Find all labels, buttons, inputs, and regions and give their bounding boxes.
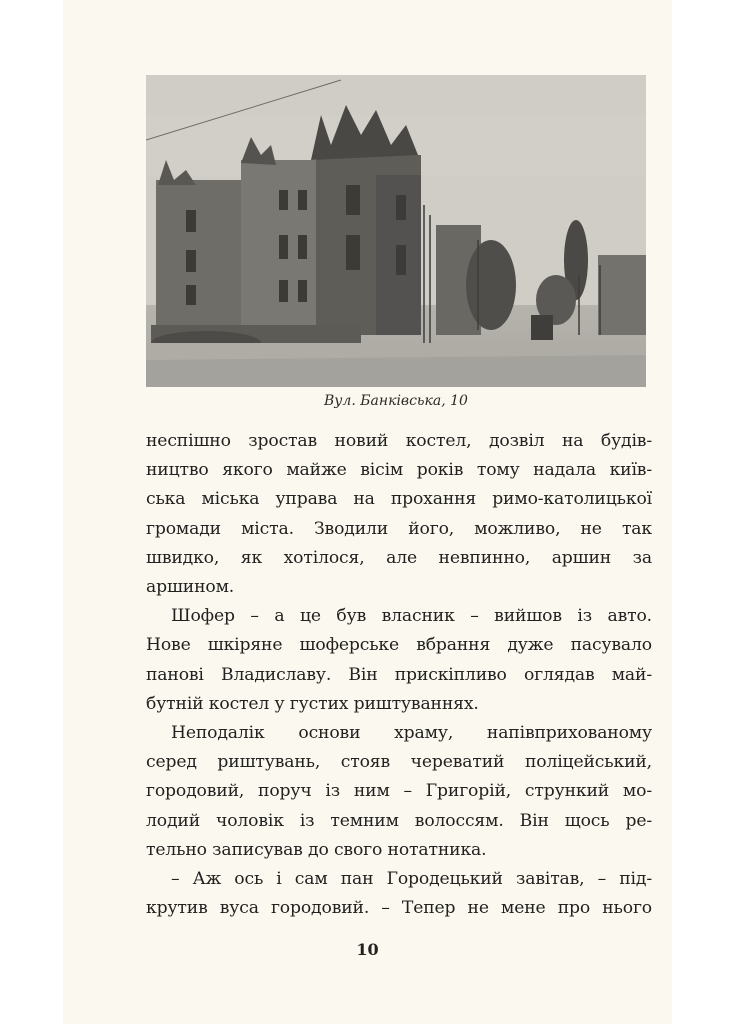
- text-line: панові Владиславу. Він прискіпливо оглядав май-: [146, 664, 652, 685]
- text-line: серед риштувань, стояв череватий поліцейський,: [146, 752, 652, 773]
- body-text: [146, 427, 652, 923]
- text-line: лодий чоловік із темним волоссям. Він щось ре-: [146, 810, 652, 831]
- text-line: бутній костел у густих риштуваннях.: [146, 693, 479, 714]
- historic-building-photo: [146, 75, 646, 387]
- page-number: 10: [356, 940, 379, 959]
- text-line: городовий, поруч із ним – Григорій, стрункий мо-: [146, 781, 652, 802]
- text-line: громади міста. Зводили його, можливо, не так: [146, 518, 652, 539]
- text-line: Нове шкіряне шоферське вбрання дуже пасувало: [146, 635, 652, 656]
- text-line: неспішно зростав новий костел, дозвіл на будів-: [146, 431, 652, 451]
- text-line: тельно записував до свого нотатника.: [146, 839, 487, 860]
- book-page: [63, 0, 672, 1024]
- text-line: крутив вуса городовий. – Тепер не мене про нього: [146, 898, 652, 919]
- text-line: ська міська управа на прохання римо-католицької: [146, 489, 652, 510]
- text-line: Шофер – а це був власник – вийшов із авто.: [171, 606, 652, 627]
- text-line: – Аж ось і сам пан Городецький завітав, – під-: [171, 869, 652, 890]
- text-line: Неподалік основи храму, напівприхованому: [171, 723, 652, 744]
- text-line: швидко, як хотілося, але невпинно, аршин за: [146, 547, 652, 568]
- text-line: аршином.: [146, 577, 235, 598]
- text-line: ництво якого майже вісім років тому надала київ-: [146, 460, 652, 481]
- photo-caption: Вул. Банківська, 10: [324, 393, 468, 409]
